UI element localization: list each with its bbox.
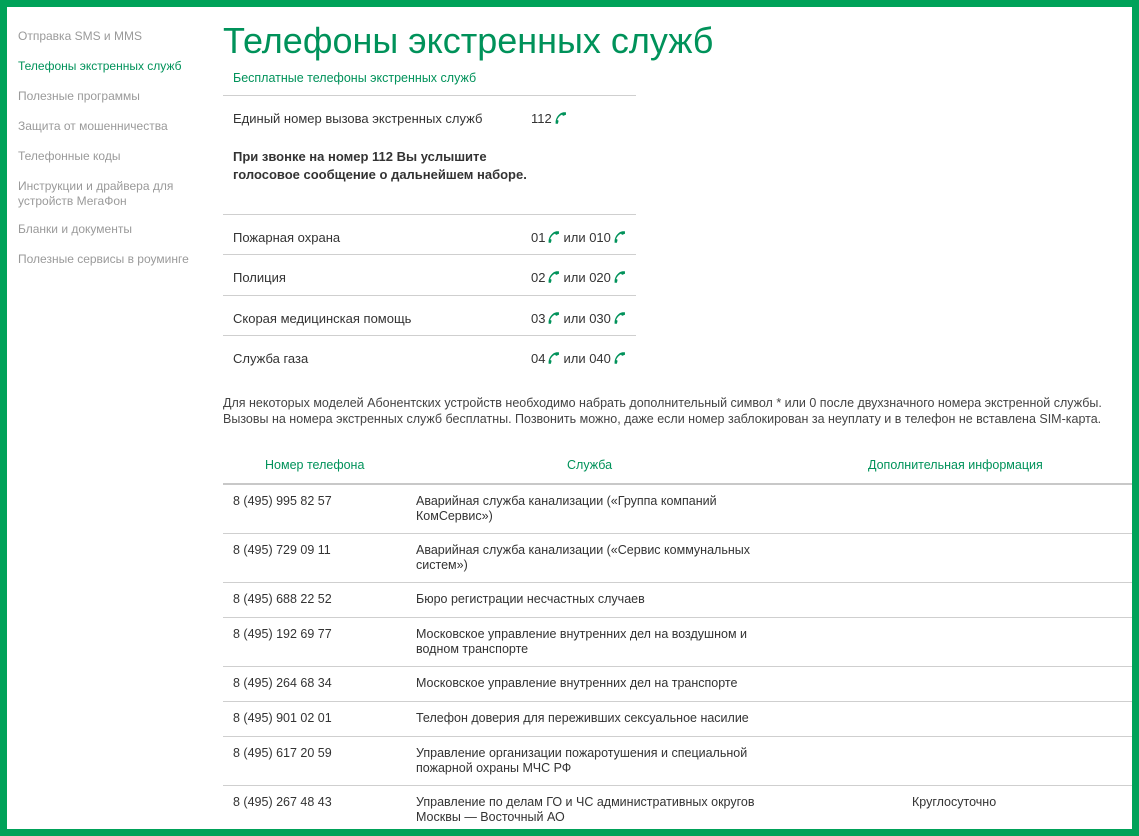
table-cell-phone[interactable]: 8 (495) 617 20 59 bbox=[233, 746, 332, 760]
table-cell-service: Московское управление внутренних дел на транспорте bbox=[416, 676, 738, 690]
table-row-divider bbox=[223, 736, 1139, 737]
sidebar-item-emergency-phones[interactable]: Телефоны экстренных служб bbox=[18, 59, 182, 73]
phone-number-link[interactable]: 02 bbox=[531, 270, 546, 285]
table-cell-phone[interactable]: 8 (495) 729 09 11 bbox=[233, 543, 331, 557]
main-emergency-label: Единый номер вызова экстренных служб bbox=[233, 111, 483, 126]
divider bbox=[223, 295, 636, 296]
divider bbox=[223, 254, 636, 255]
ivr-note: При звонке на номер 112 Вы услышите голосовое сообщение о дальнейшем наборе. bbox=[233, 149, 527, 182]
table-row-divider bbox=[223, 701, 1139, 702]
table-cell-service: Аварийная служба канализации («Сервис коммунальных систем») bbox=[416, 543, 750, 572]
phone-handset-icon[interactable] bbox=[554, 111, 568, 128]
phone-number-link[interactable]: 040 bbox=[589, 351, 611, 366]
or-separator: или bbox=[563, 351, 586, 366]
table-cell-service: Управление по делам ГО и ЧС административных округов Москвы — Восточный АО bbox=[416, 795, 755, 824]
service-label-gas: Служба газа bbox=[233, 351, 309, 366]
or-separator: или bbox=[563, 270, 586, 285]
service-numbers-police bbox=[531, 270, 629, 287]
phone-number-link[interactable]: 04 bbox=[531, 351, 546, 366]
table-row-divider bbox=[223, 785, 1139, 786]
service-label-ambulance: Скорая медицинская помощь bbox=[233, 311, 412, 326]
phone-handset-icon[interactable] bbox=[547, 230, 561, 247]
phone-number-link[interactable]: 020 bbox=[589, 270, 611, 285]
service-numbers-ambulance bbox=[531, 311, 629, 328]
phone-handset-icon[interactable] bbox=[547, 270, 561, 287]
service-numbers-gas bbox=[531, 351, 629, 368]
service-label-police: Полиция bbox=[233, 270, 286, 285]
table-cell-phone[interactable]: 8 (495) 192 69 77 bbox=[233, 627, 332, 641]
phone-handset-icon[interactable] bbox=[613, 230, 627, 247]
table-cell-phone[interactable]: 8 (495) 267 48 43 bbox=[233, 795, 332, 809]
phone-handset-icon[interactable] bbox=[547, 351, 561, 368]
table-cell-info: Круглосуточно bbox=[912, 795, 997, 809]
table-row-divider bbox=[223, 533, 1139, 534]
phone-number-link[interactable]: 030 bbox=[589, 311, 611, 326]
main-emergency-number bbox=[531, 111, 570, 128]
phone-number-link[interactable]: 01 bbox=[531, 230, 546, 245]
table-cell-service: Аварийная служба канализации («Группа компаний КомСервис») bbox=[416, 494, 717, 523]
table-cell-service: Бюро регистрации несчастных случаев bbox=[416, 592, 645, 606]
column-header-info: Дополнительная информация bbox=[868, 458, 1043, 472]
service-label-fire: Пожарная охрана bbox=[233, 230, 341, 245]
table-cell-service: Управление организации пожаротушения и специальной пожарной охраны МЧС РФ bbox=[416, 746, 748, 775]
phone-handset-icon[interactable] bbox=[547, 311, 561, 328]
sidebar-item-phone-codes[interactable]: Телефонные коды bbox=[18, 149, 121, 163]
divider bbox=[223, 95, 636, 96]
column-header-phone: Номер телефона bbox=[265, 458, 365, 472]
table-header-divider bbox=[223, 483, 1139, 485]
sidebar-item-instructions-drivers[interactable]: Инструкции и драйвера для устройств МегаФон bbox=[18, 179, 174, 208]
table-cell-service: Телефон доверия для переживших сексуальное насилие bbox=[416, 711, 749, 725]
phone-handset-icon[interactable] bbox=[613, 351, 627, 368]
or-separator: или bbox=[563, 230, 586, 245]
service-numbers-fire bbox=[531, 230, 629, 247]
column-header-service: Служба bbox=[567, 458, 613, 472]
table-row-divider bbox=[223, 666, 1139, 667]
page-title: Телефоны экстренных служб bbox=[223, 20, 714, 61]
phone-number-link[interactable]: 112 bbox=[531, 111, 552, 126]
table-row-divider bbox=[223, 617, 1139, 618]
table-cell-service: Московское управление внутренних дел на воздушном и водном транспорте bbox=[416, 627, 747, 656]
sidebar-item-fraud-protection[interactable]: Защита от мошенничества bbox=[18, 119, 168, 133]
table-cell-phone[interactable]: 8 (495) 688 22 52 bbox=[233, 592, 332, 606]
sidebar-item-forms-documents[interactable]: Бланки и документы bbox=[18, 222, 132, 236]
or-separator: или bbox=[563, 311, 586, 326]
phone-handset-icon[interactable] bbox=[613, 311, 627, 328]
phone-handset-icon[interactable] bbox=[613, 270, 627, 287]
sidebar-item-useful-programs[interactable]: Полезные программы bbox=[18, 89, 140, 103]
sidebar-item-roaming-services[interactable]: Полезные сервисы в роуминге bbox=[18, 252, 189, 266]
sidebar-item-sms-mms[interactable]: Отправка SMS и MMS bbox=[18, 29, 142, 43]
divider bbox=[223, 335, 636, 336]
phone-number-link[interactable]: 03 bbox=[531, 311, 546, 326]
table-cell-phone[interactable]: 8 (495) 264 68 34 bbox=[233, 676, 332, 690]
table-row-divider bbox=[223, 582, 1139, 583]
phone-number-link[interactable]: 010 bbox=[589, 230, 611, 245]
info-paragraph: Для некоторых моделей Абонентских устройств необходимо набрать дополнительный символ * или 0 после двухзначного номера экстренной службы. Вызовы на номера экстренных служб бесплатны. Позвонить можно, даже если номер заблокирован за неуплату и в телефон не вставлена SIM-карта. bbox=[223, 396, 1102, 426]
table-cell-phone[interactable]: 8 (495) 995 82 57 bbox=[233, 494, 332, 508]
section-subtitle: Бесплатные телефоны экстренных служб bbox=[233, 71, 477, 85]
table-cell-phone[interactable]: 8 (495) 901 02 01 bbox=[233, 711, 332, 725]
divider bbox=[223, 214, 636, 215]
